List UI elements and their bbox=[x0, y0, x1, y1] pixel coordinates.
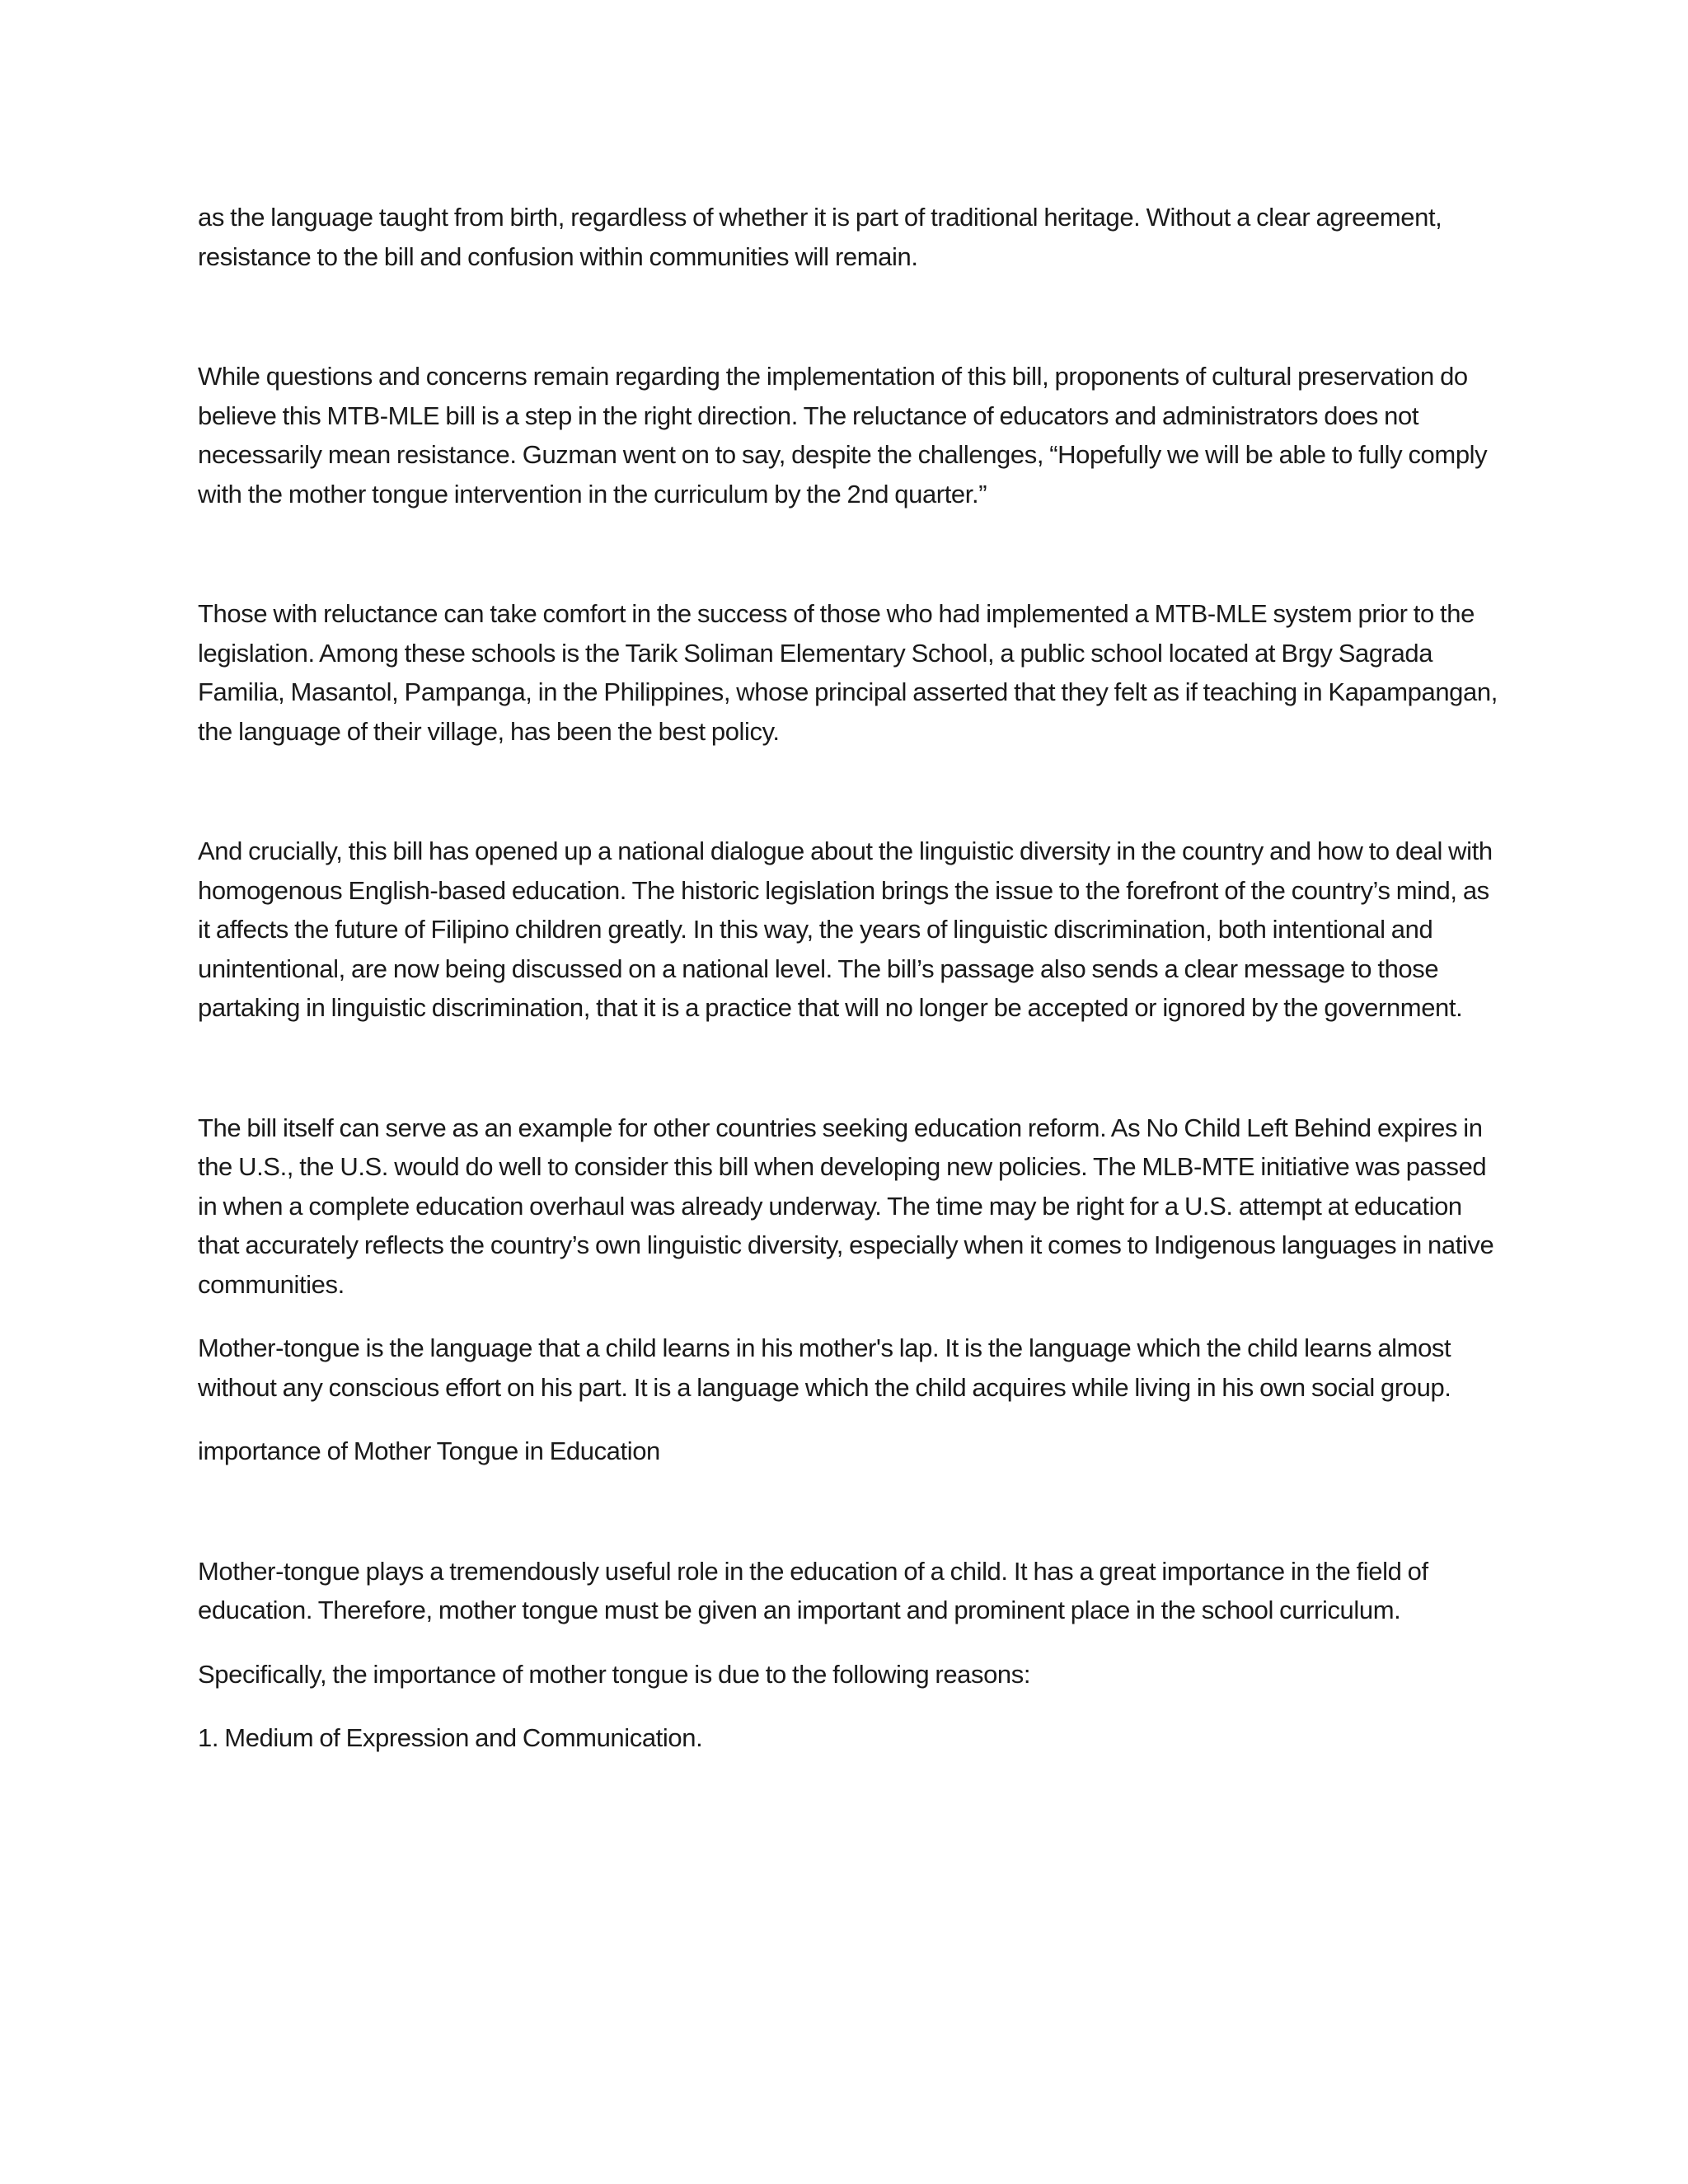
paragraph-example-for-other-countries: The bill itself can serve as an example for other countries seeking education reform. As No Child Left Behind expires in the U.S., the U.S. would do well to consider this bill when developing new policies. The MLB-MTE initiative was passed in when a complete education overhaul was already underway. The time may be right for a U.S. attempt at education that accurately reflects the country’s own linguistic diversity, especially when it comes to Indigenous languages in native communities. bbox=[198, 1113, 1494, 1299]
paragraph-language-taught-from-birth: as the language taught from birth, regardless of whether it is part of traditional heritage. Without a clear agreement, resistance to the bill and confusion within communities will remain. bbox=[198, 203, 1442, 271]
paragraph-national-dialogue: And crucially, this bill has opened up a national dialogue about the linguistic diversity in the country and how to deal with homogenous English-based education. The historic legislation brings the issue to the forefront of the country’s mind, as it affects the future of Filipino children greatly. In this way, the years of linguistic discrimination, both intentional and unintentional, are now being discussed on a national level. The bill’s passage also sends a clear message to those partaking in linguistic discrimination, that it is a practice that will no longer be accepted or ignored by the government. bbox=[198, 837, 1493, 1022]
paragraph-useful-role: Mother-tongue plays a tremendously useful role in the education of a child. It has a great importance in the field of education. Therefore, mother tongue must be given an important and prominent place in the school curriculum. bbox=[198, 1556, 1428, 1624]
paragraph-implementation-concerns: While questions and concerns remain regarding the implementation of this bill, proponents of cultural preservation do believe this MTB-MLE bill is a step in the right direction. The reluctance of educators and administrators does not necessarily mean resistance. Guzman went on to say, despite the challenges, “Hopefully we will be able to fully comply with the mother tongue intervention in the curriculum by the 2nd quarter.” bbox=[198, 362, 1488, 509]
paragraph-following-reasons: Specifically, the importance of mother tongue is due to the following reasons: bbox=[198, 1659, 1031, 1689]
document-body bbox=[198, 198, 1500, 1758]
paragraph-tarik-soliman-school: Those with reluctance can take comfort in the success of those who had implemented a MTB-MLE system prior to the legislation. Among these schools is the Tarik Soliman Elementary School, a public school located at Brgy Sagrada Familia, Masantol, Pampanga, in the Philippines, whose principal asserted that they felt as if teaching in Kapampangan, the language of their village, has been the best policy. bbox=[198, 599, 1498, 746]
list-item-medium-of-expression: 1. Medium of Expression and Communication. bbox=[198, 1723, 703, 1752]
paragraph-mother-tongue-definition: Mother-tongue is the language that a child learns in his mother's lap. It is the language which the child learns almost without any conscious effort on his part. It is a language which the child acquires while living in his own social group. bbox=[198, 1333, 1451, 1402]
section-heading-importance: importance of Mother Tongue in Education bbox=[198, 1436, 660, 1465]
